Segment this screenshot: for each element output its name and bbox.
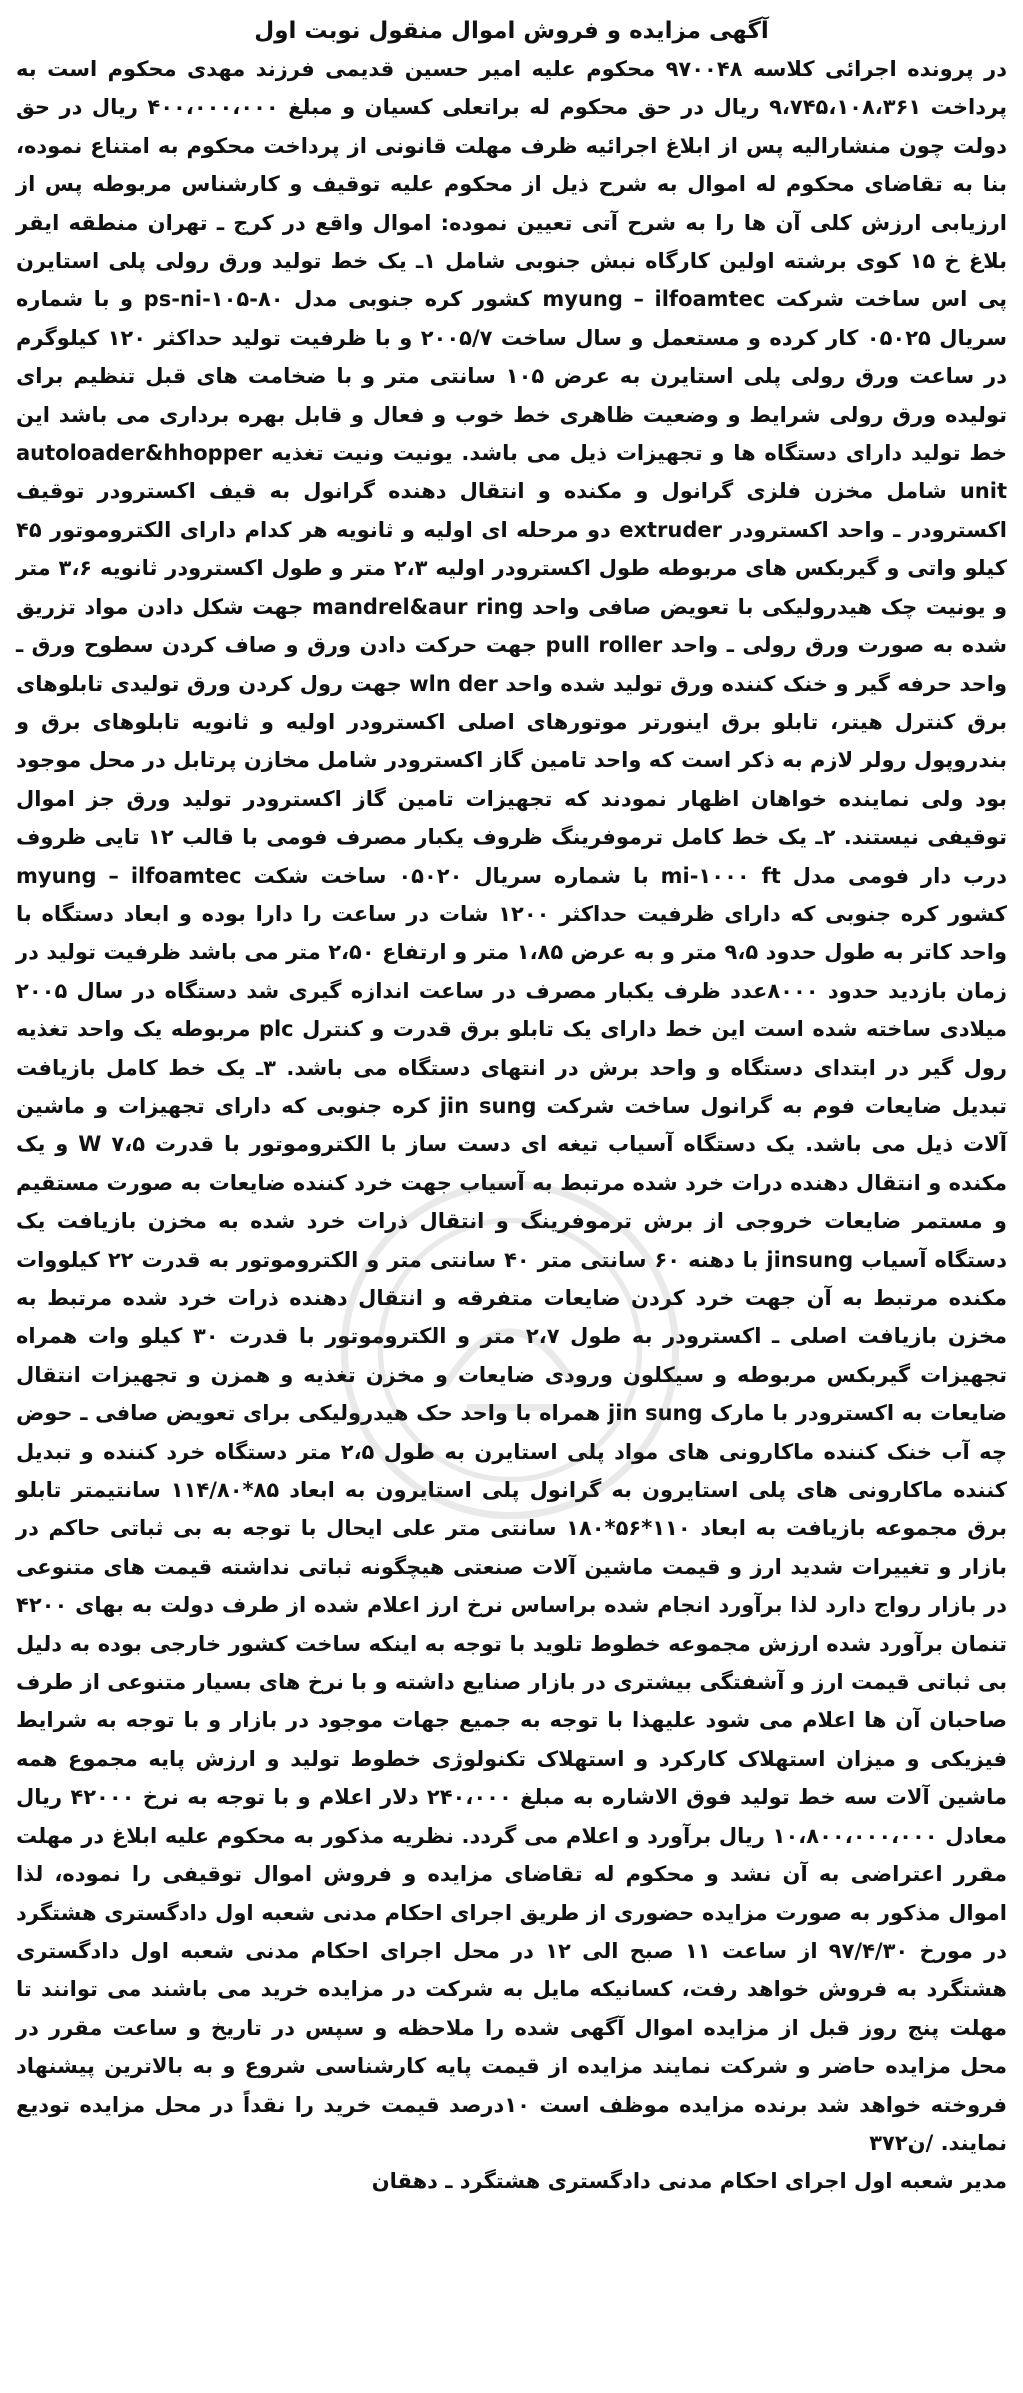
- notice-title: آگهی مزایده و فروش اموال منقول نوبت اول: [254, 18, 769, 44]
- notice-body: در پرونده اجرائی کلاسه ۹۷۰۰۴۸ محکوم علیه امیر حسین قدیمی فرزند مهدی محکوم است به پرداخت ۹،۷۴۵،۱۰۸،۳۶۱ ریال در حق محکوم له براتعلی کسیان و مبلغ ۴۰۰،۰۰۰،۰۰۰ ریال در حق دولت چون منشارالیه پس از ابلاغ اجرائیه ظرف مهلت قانونی از پرداخت محکوم به امتناع نموده، بنا به تقاضای محکوم له اموال به شرح ذیل از محکوم علیه توقیف و کارشناس مربوطه پس از ارزیابی ارزش کلی آن ها را به شرح آتی تعیین نموده: اموال واقع در کرج ـ تهران منطقه ایقر بلاغ خ ۱۵ کوی برشته اولین کارگاه نبش جنوبی شامل ۱ـ یک خط تولید ورق رولی پلی استایرن پی اس ساخت شرکت myung – ilfoamtec کشور کره جنوبی مدل ps-ni-۱۰۵-۸۰ و با شماره سریال ۰۵۰۲۵ کار کرده و مستعمل و سال ساخت ۲۰۰۵/۷ و با ظرفیت تولید حداکثر ۱۲۰ کیلوگرم در ساعت ورق رولی پلی استایرن به عرض ۱۰۵ سانتی متر و با ضخامت های قبل تنظیم برای تولیده ورق رولی شرایط و وضعیت ظاهری خط خوب و فعال و قابل بهره برداری می باشد این خط تولید دارای دستگاه ها و تجهیزات ذیل می باشد. یونیت ونیت تغذیه autoloader&hhopper unit شامل مخزن فلزی گرانول و مکنده و انتقال دهنده گرانول به قیف اکسترودر توقیف اکسترودر ـ واحد اکسترودر extruder دو مرحله ای اولیه و ثانویه هر کدام دارای الکتروموتور ۴۵ کیلو واتی و گیربکس های مربوطه طول اکسترودر اولیه ۲،۳ متر و طول اکسترودر ثانویه ۳،۶ متر و یونیت چک هیدرولیکی با تعویض صافی واحد mandrel&aur ring جهت شکل دادن مواد تزریق شده به صورت ورق رولی ـ واحد pull roller جهت حرکت دادن ورق و صاف کردن سطوح ورق ـ واحد حرفه گیر و خنک کننده ورق تولید شده واحد wln der جهت رول کردن ورق تولیدی تابلوهای برق کنترل هیتر، تابلو برق اینورتر موتورهای اصلی اکسترودر اولیه و ثانویه تابلوهای برق و بندروپول رولر لازم به ذکر است که واحد تامین گاز اکسترودر شامل مخازن پرتابل در محل موجود بود ولی نماینده خواهان اظهار نمودند که تجهیزات تامین گاز اکسترودر تولید ورق جز اموال توقیفی نیستند. ۲ـ یک خط کامل ترموفرینگ ظروف یکبار مصرف فومی با قالب ۱۲ تایی ظروف درب دار فومی مدل mi-۱۰۰۰ ft با شماره سریال ۰۵۰۲۰ ساخت شکت myung – ilfoamtec کشور کره جنوبی که دارای ظرفیت حداکثر ۱۲۰۰ شات در ساعت را دارا بوده و ابعاد دستگاه با واحد کاتر به طول حدود ۹،۵ متر و به عرض ۱،۸۵ متر و ارتفاع ۲،۵۰ متر می باشد ظرفیت تولید در زمان بازدید حدود ۸۰۰۰عدد ظرف یکبار مصرف در ساعت اندازه گیری شد دستگاه در سال ۲۰۰۵ میلادی ساخته شده است این خط دارای یک تابلو برق قدرت و کنترل plc مربوطه یک واحد تغذیه رول گیر در ابتدای دستگاه و واحد برش در انتهای دستگاه می باشد. ۳ـ یک خط کامل بازیافت تبدیل ضایعات فوم به گرانول ساخت شرکت jin sung کره جنوبی که دارای تجهیزات و ماشین آلات ذیل می باشد. یک دستگاه آسیاب تیغه ای دست ساز با الکتروموتور با قدرت ۷،۵ W و یک مکنده و انتقال دهنده درات خرد شده مرتبط به آسیاب جهت خرد کننده ضایعات به صورت مستقیم و مستمر ضایعات خروجی از برش ترموفرینگ و انتقال ذرات خرد شده به مخزن بازیافت یک دستگاه آسیاب jinsung با دهنه ۶۰ سانتی متر ۴۰ سانتی متر و الکتروموتور به قدرت ۲۲ کیلووات مکنده مرتبط به آن جهت خرد کردن ضایعات متفرقه و انتقال دهنده ذرات خرد شده مرتبط به مخزن بازیافت اصلی ـ اکسترودر به طول ۲،۷ متر و الکتروموتور با قدرت ۳۰ کیلو وات همراه تجهیزات گیربکس مربوطه و سیکلون ورودی ضایعات و مخزن تغذیه و همزن و تجهیزات انتقال ضایعات به اکسترودر با مارک jin sung همراه با واحد حک هیدرولیکی برای تعویض صافی ـ حوض چه آب خنک کننده ماکارونی های مواد پلی استایرن به طول ۲،۵ متر دستگاه خرد کننده و تبدیل کننده ماکارونی های پلی استایرون به گرانول پلی استایرون به ابعاد ۸۵*۱۱۴/۸۰ سانتیمتر تابلو برق مجموعه بازیافت به ابعاد ۱۱۰*۵۶*۱۸۰ سانتی متر علی ایحال با توجه به بی ثباتی حاکم در بازار و تغییرات شدید ارز و قیمت ماشین آلات صنعتی هیچگونه ثباتی نداشته قیمت های متنوعی در بازار رواج دارد لذا برآورد انجام شده براساس نرخ ارز اعلام شده از طرف دولت به بهای ۴۲۰۰ تنمان برآورد شده ارزش مجموعه خطوط تلوید با توجه به اینکه ساخت کشور خارجی بوده به دلیل بی ثباتی قیمت ارز و آشفتگی بیشتری در بازار صنایع داشته و با نرخ های بسیار متنوعی از طرف صاحبان آن ها اعلام می شود علیهذا با توجه به جمیع جهات موجود در بازار و با توجه به شرایط فیزیکی و میزان استهلاک کارکرد و استهلاک تکنولوژی خطوط تولید و ارزش پایه مجموع همه ماشین آلات سه خط تولید فوق الاشاره به مبلغ ۲۴۰،۰۰۰ دلار اعلام و با توجه به نرخ ۴۲۰۰۰ ریال معادل ۱۰،۸۰۰،۰۰۰،۰۰۰ ریال برآورد و اعلام می گردد. نظریه مذکور به محکوم علیه ابلاغ در مهلت مقرر اعتراضی به آن نشد و محکوم له تقاضای مزایده و فروش اموال توقیفی را نموده، لذا اموال مذکور به صورت مزایده حضوری از طریق اجرای احکام مدنی شعبه اول دادگستری هشتگرد در مورخ ۹۷/۴/۳۰ از ساعت ۱۱ صبح الی ۱۲ در محل اجرای احکام مدنی شعبه اول دادگستری هشتگرد به فروش خواهد رفت، کسانیکه مایل به شرکت در مزایده خرید می باشند می توانند تا مهلت پنج روز قبل از مزایده اموال آگهی شده را ملاحظه و سپس در تاریخ و ساعت مقرر در محل مزایده حاضر و شرکت نمایند مزایده از قیمت پایه کارشناسی شروع و به بالاترین پیشنهاد فروخته خواهد شد برنده مزایده موظف است ۱۰درصد قیمت خرید را نقداً در محل مزایده تودیع نمایند. /ن۳۷۲: [16, 57, 1008, 2155]
- notice-signature: مدیر شعبه اول اجرای احکام مدنی دادگستری هشتگرد ـ دهقان: [371, 2169, 1007, 2194]
